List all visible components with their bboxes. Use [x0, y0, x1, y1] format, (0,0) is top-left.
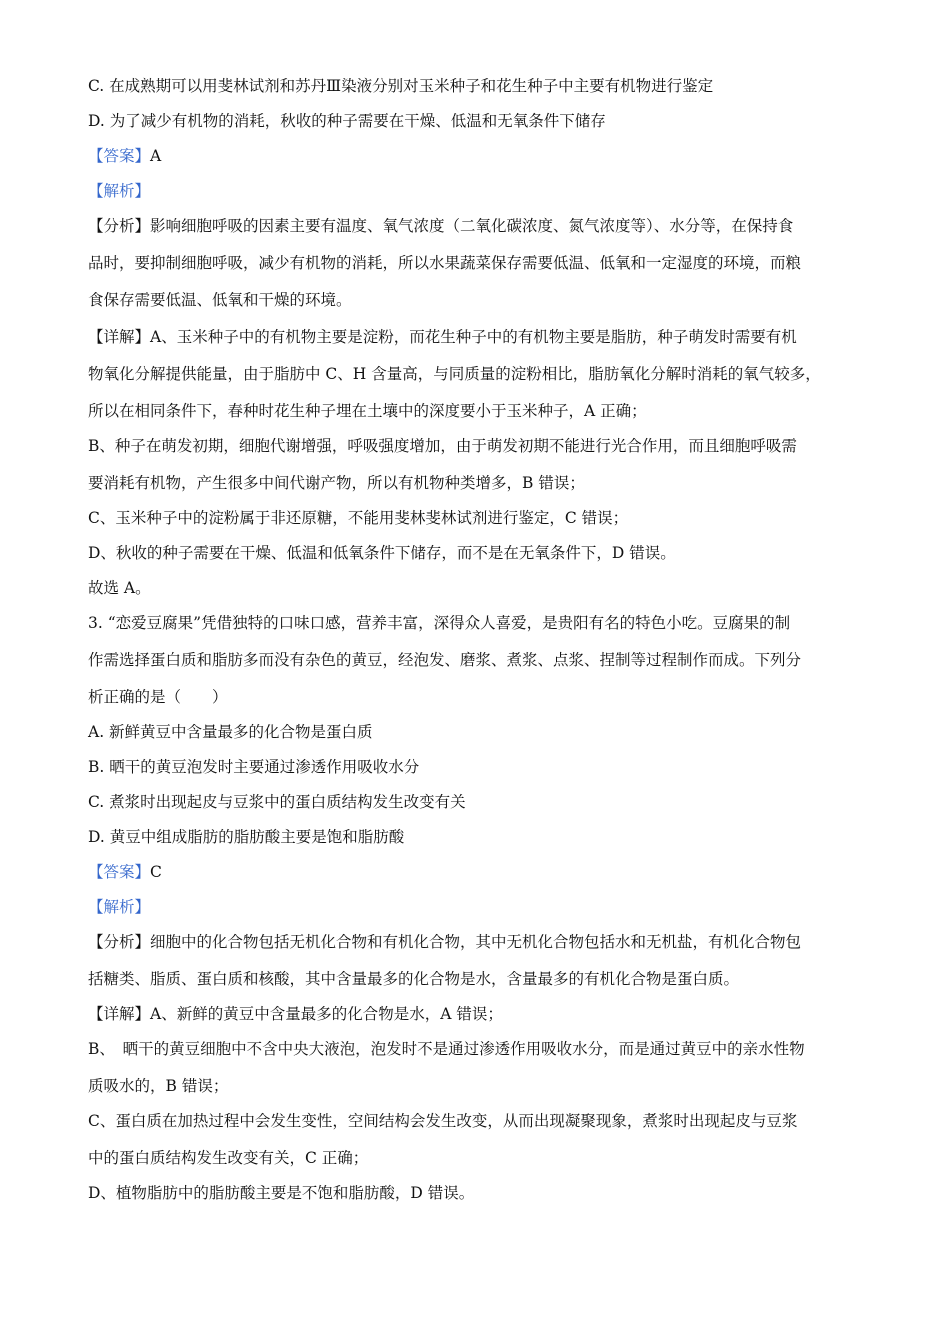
answer-value: A	[150, 147, 162, 165]
detail-tag: 【详解】	[88, 1005, 151, 1023]
detail-tag: 【详解】	[88, 328, 151, 346]
q3-detail-line-3: 质吸水的，B 错误；	[88, 1077, 229, 1095]
q2-detail-line-4: B、种子在萌发初期，细胞代谢增强，呼吸强度增加，由于萌发初期不能进行光合作用，而且细胞呼吸需	[88, 437, 797, 455]
q3-option-b: B. 晒干的黄豆泡发时主要通过渗透作用吸收水分	[88, 758, 420, 776]
q3-analysis-line-2: 括糖类、脂质、蛋白质和核酸，其中含量最多的化合物是水，含量最多的有机化合物是蛋白质。	[88, 970, 740, 988]
q2-option-d: D. 为了减少有机物的消耗，秋收的种子需要在干燥、低温和无氧条件下储存	[88, 112, 606, 130]
q2-explain-tag: 【解析】	[88, 182, 151, 200]
q3-detail-line-1: 【详解】A、新鲜的黄豆中含量最多的化合物是水，A 错误；	[88, 1005, 503, 1023]
q2-analysis-line-2: 品时，要抑制细胞呼吸，减少有机物的消耗，所以水果蔬菜保存需要低温、低氧和一定湿度的环境，而粮	[88, 254, 802, 272]
q2-detail-line-6: C、玉米种子中的淀粉属于非还原糖，不能用斐林斐林试剂进行鉴定，C 错误；	[88, 509, 629, 527]
answer-tag: 【答案】	[88, 863, 151, 881]
q3-detail-line-6: D、植物脂肪中的脂肪酸主要是不饱和脂肪酸，D 错误。	[88, 1184, 475, 1202]
q2-analysis-line-3: 食保存需要低温、低氧和干燥的环境。	[88, 291, 352, 309]
q3-detail-line-5: 中的蛋白质结构发生改变有关，C 正确；	[88, 1149, 369, 1167]
q2-analysis-line-1: 【分析】影响细胞呼吸的因素主要有温度、氧气浓度（二氧化碳浓度、氮气浓度等）、水分等，在保持食	[88, 217, 794, 235]
q2-detail-line-8: 故选 A。	[88, 579, 151, 597]
answer-tag: 【答案】	[88, 147, 151, 165]
q2-detail-line-1: 【详解】A、玉米种子中的有机物主要是淀粉，而花生种子中的有机物主要是脂肪，种子萌发时需要有机	[88, 328, 797, 346]
q2-answer	[88, 146, 866, 166]
q3-stem-line-1: 3. “恋爱豆腐果”凭借独特的口味口感，营养丰富，深得众人喜爱，是贵阳有名的特色小吃。豆腐果的制	[88, 614, 791, 632]
q2-detail-line-7: D、秋收的种子需要在干燥、低温和低氧条件下储存，而不是在无氧条件下，D 错误。	[88, 544, 676, 562]
q3-detail-line-4: C、蛋白质在加热过程中会发生变性，空间结构会发生改变，从而出现凝聚现象，煮浆时出现起皮与豆浆	[88, 1112, 798, 1130]
q3-answer	[88, 862, 866, 882]
q2-detail-line-3: 所以在相同条件下，春种时花生种子埋在土壤中的深度要小于玉米种子，A 正确；	[88, 402, 647, 420]
q3-option-c: C. 煮浆时出现起皮与豆浆中的蛋白质结构发生改变有关	[88, 793, 466, 811]
q3-explain-tag: 【解析】	[88, 898, 151, 916]
q3-analysis-line-1: 【分析】细胞中的化合物包括无机化合物和有机化合物，其中无机化合物包括水和无机盐，有机化合物包	[88, 933, 802, 951]
analysis-tag: 【分析】	[88, 933, 151, 951]
analysis-tag: 【分析】	[88, 217, 151, 235]
answer-value: C	[150, 863, 162, 881]
q3-detail-line-2: B、 晒干的黄豆细胞中不含中央大液泡，泡发时不是通过渗透作用吸收水分，而是通过黄豆中的亲水性物	[88, 1040, 805, 1058]
q3-stem-line-3: 析正确的是（ ）	[88, 688, 228, 706]
q2-detail-line-5: 要消耗有机物，产生很多中间代谢产物，所以有机物种类增多，B 错误；	[88, 474, 585, 492]
q2-option-c: C. 在成熟期可以用斐林试剂和苏丹Ⅲ染液分别对玉米种子和花生种子中主要有机物进行鉴定	[88, 77, 714, 95]
q3-option-d: D. 黄豆中组成脂肪的脂肪酸主要是饱和脂肪酸	[88, 828, 405, 846]
q3-option-a: A. 新鲜黄豆中含量最多的化合物是蛋白质	[88, 723, 373, 741]
q2-detail-line-2: 物氧化分解提供能量，由于脂肪中 C、H 含量高，与同质量的淀粉相比，脂肪氧化分解时消耗的氧气较多，	[88, 365, 821, 383]
q3-stem-line-2: 作需选择蛋白质和脂肪多而没有杂色的黄豆，经泡发、磨浆、煮浆、点浆、捏制等过程制作而成。下列分	[88, 651, 802, 669]
